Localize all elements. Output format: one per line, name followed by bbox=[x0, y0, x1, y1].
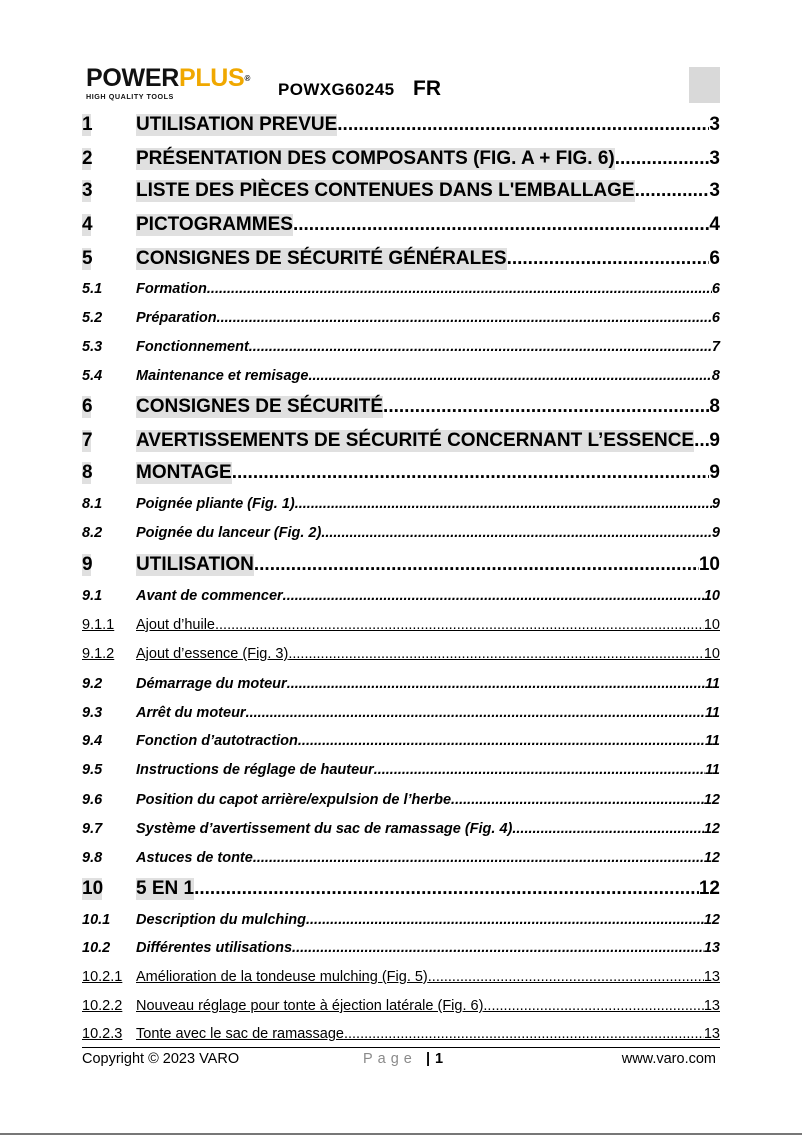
toc-entry[interactable] bbox=[82, 525, 720, 541]
page-separator: | bbox=[426, 1051, 431, 1067]
toc-page: 10 bbox=[703, 588, 720, 604]
toc-leader bbox=[483, 998, 703, 1014]
toc-entry[interactable] bbox=[82, 114, 720, 136]
footer-divider bbox=[82, 1047, 720, 1048]
toc-entry[interactable] bbox=[82, 792, 720, 808]
toc-entry[interactable] bbox=[82, 998, 720, 1014]
toc-number: 5.2 bbox=[82, 310, 103, 326]
toc-leader bbox=[694, 430, 709, 452]
model-number: POWXG60245 bbox=[278, 80, 395, 99]
toc-leader bbox=[215, 617, 704, 633]
toc-number: 3 bbox=[82, 180, 93, 201]
toc-number: 10.2.2 bbox=[82, 998, 123, 1014]
toc-number: 4 bbox=[82, 214, 93, 235]
toc-title: Ajout d’huile bbox=[136, 617, 215, 633]
toc-number: 10 bbox=[82, 878, 104, 899]
toc-page: 7 bbox=[711, 339, 720, 355]
toc-entry[interactable] bbox=[82, 821, 720, 837]
toc-title: MONTAGE bbox=[136, 462, 232, 483]
toc-number: 5.4 bbox=[82, 368, 103, 384]
toc-entry[interactable] bbox=[82, 368, 720, 384]
toc-entry[interactable] bbox=[82, 496, 720, 512]
toc-page: 9 bbox=[711, 525, 720, 541]
toc-leader bbox=[308, 368, 711, 384]
toc-number: 10.2.1 bbox=[82, 969, 123, 985]
toc-leader bbox=[253, 850, 704, 866]
website-link[interactable]: www.varo.com bbox=[621, 1051, 716, 1067]
toc-leader bbox=[293, 214, 709, 236]
toc-page: 12 bbox=[703, 850, 720, 866]
toc-page: 3 bbox=[709, 148, 720, 169]
toc-number: 9.1.2 bbox=[82, 646, 115, 662]
toc-title: Instructions de réglage de hauteur bbox=[136, 762, 374, 778]
toc-number: 9 bbox=[82, 554, 93, 575]
toc-page: 11 bbox=[704, 733, 720, 749]
toc-title: Arrêt du moteur bbox=[136, 705, 246, 721]
toc-entry[interactable] bbox=[82, 310, 720, 326]
toc-leader bbox=[292, 940, 704, 956]
toc-leader bbox=[232, 462, 710, 484]
toc-page: 13 bbox=[703, 998, 720, 1014]
toc-leader bbox=[283, 588, 704, 604]
toc-page: 9 bbox=[709, 430, 720, 451]
toc-number: 9.8 bbox=[82, 850, 103, 866]
logo-plus-text: PLUS bbox=[178, 64, 245, 92]
toc-page: 3 bbox=[709, 180, 720, 201]
toc-page: 8 bbox=[711, 368, 720, 384]
toc-page: 8 bbox=[709, 396, 720, 417]
toc-leader bbox=[512, 821, 703, 837]
toc-entry[interactable] bbox=[82, 762, 720, 778]
toc-leader bbox=[249, 339, 712, 355]
toc-page: 11 bbox=[704, 762, 720, 778]
toc-title: CONSIGNES DE SÉCURITÉ bbox=[136, 396, 384, 417]
toc-entry[interactable] bbox=[82, 462, 720, 484]
toc-leader bbox=[451, 792, 704, 808]
toc-number: 6 bbox=[82, 396, 93, 417]
toc-title: LISTE DES PIÈCES CONTENUES DANS L'EMBALLAGE bbox=[136, 180, 635, 201]
toc-title: 5 EN 1 bbox=[136, 878, 195, 899]
toc-title: PRÉSENTATION DES COMPOSANTS (FIG. A + FIG. 6) bbox=[136, 148, 615, 169]
toc-number: 2 bbox=[82, 148, 93, 169]
toc-page: 13 bbox=[703, 940, 720, 956]
toc-entry[interactable] bbox=[82, 940, 720, 956]
page-header bbox=[0, 0, 802, 110]
toc-title: AVERTISSEMENTS DE SÉCURITÉ CONCERNANT L’ESSENCE bbox=[136, 430, 695, 451]
page-label: Page bbox=[363, 1051, 417, 1067]
toc-leader bbox=[254, 554, 699, 576]
toc-number: 8.1 bbox=[82, 496, 103, 512]
toc-leader bbox=[298, 733, 705, 749]
toc-leader bbox=[287, 676, 705, 692]
toc-entry[interactable] bbox=[82, 180, 720, 202]
toc-number: 9.7 bbox=[82, 821, 103, 837]
toc-entry[interactable] bbox=[82, 878, 720, 900]
toc-page: 9 bbox=[711, 496, 720, 512]
toc-title: Formation bbox=[136, 281, 207, 297]
toc-leader bbox=[337, 114, 709, 136]
toc-leader bbox=[217, 310, 712, 326]
toc-page: 6 bbox=[709, 248, 720, 269]
logo-registered-mark: ® bbox=[244, 74, 251, 83]
toc-title: Description du mulching bbox=[136, 912, 306, 928]
toc-entry[interactable] bbox=[82, 281, 720, 297]
toc-number: 9.6 bbox=[82, 792, 103, 808]
toc-page: 10 bbox=[698, 554, 720, 575]
page-number: 1 bbox=[435, 1051, 444, 1067]
toc-title: Poignée du lanceur (Fig. 2) bbox=[136, 525, 322, 541]
toc-page: 4 bbox=[709, 214, 720, 235]
toc-title: Amélioration de la tondeuse mulching (Fig. 5) bbox=[136, 969, 428, 985]
toc-title: UTILISATION bbox=[136, 554, 254, 575]
toc-page: 6 bbox=[711, 281, 720, 297]
toc-page: 11 bbox=[704, 705, 720, 721]
toc-page: 12 bbox=[698, 878, 720, 899]
toc-title: Astuces de tonte bbox=[136, 850, 253, 866]
toc-number: 8.2 bbox=[82, 525, 103, 541]
toc-number: 7 bbox=[82, 430, 93, 451]
toc-number: 5 bbox=[82, 248, 93, 269]
toc-page: 6 bbox=[711, 310, 720, 326]
toc-title: Préparation bbox=[136, 310, 217, 326]
toc-leader bbox=[374, 762, 705, 778]
toc-entry[interactable] bbox=[82, 554, 720, 576]
toc-title: Fonction d’autotraction bbox=[136, 733, 298, 749]
toc-leader bbox=[428, 969, 704, 985]
toc-leader bbox=[507, 248, 710, 270]
toc-page: 9 bbox=[709, 462, 720, 483]
toc-number: 9.4 bbox=[82, 733, 103, 749]
toc-title: Tonte avec le sac de ramassage bbox=[136, 1026, 344, 1042]
toc-page: 10 bbox=[703, 617, 720, 633]
toc-number: 1 bbox=[82, 114, 93, 135]
toc-number: 10.2.3 bbox=[82, 1026, 123, 1042]
toc-title: Démarrage du moteur bbox=[136, 676, 287, 692]
toc-leader bbox=[207, 281, 712, 297]
toc-title: Avant de commencer bbox=[136, 588, 283, 604]
toc-title: Système d’avertissement du sac de ramassage (Fig. 4) bbox=[136, 821, 513, 837]
toc-leader bbox=[288, 646, 704, 662]
toc-entry[interactable] bbox=[82, 850, 720, 866]
toc-page: 10 bbox=[703, 646, 720, 662]
toc-page: 13 bbox=[703, 1026, 720, 1042]
language-code: FR bbox=[413, 77, 441, 100]
toc-leader bbox=[344, 1026, 704, 1042]
toc-number: 9.3 bbox=[82, 705, 103, 721]
page-bottom-edge bbox=[0, 1133, 802, 1135]
toc-number: 9.5 bbox=[82, 762, 103, 778]
toc-entry[interactable] bbox=[82, 1026, 720, 1042]
toc-page: 11 bbox=[704, 676, 720, 692]
toc-title: Poignée pliante (Fig. 1) bbox=[136, 496, 295, 512]
toc-leader bbox=[295, 496, 712, 512]
logo-power-text: POWER bbox=[86, 64, 179, 92]
toc-entry[interactable] bbox=[82, 912, 720, 928]
toc-title: Maintenance et remisage bbox=[136, 368, 309, 384]
toc-title: Fonctionnement bbox=[136, 339, 249, 355]
toc-number: 8 bbox=[82, 462, 93, 483]
toc-number: 9.1.1 bbox=[82, 617, 115, 633]
toc-entry[interactable] bbox=[82, 248, 720, 270]
toc-page: 12 bbox=[703, 821, 720, 837]
toc-entry[interactable] bbox=[82, 339, 720, 355]
toc-number: 9.1 bbox=[82, 588, 103, 604]
toc-entry[interactable] bbox=[82, 705, 720, 721]
logo-tagline: HIGH QUALITY TOOLS bbox=[86, 92, 174, 101]
toc-entry[interactable] bbox=[82, 148, 720, 170]
copyright-text: Copyright © 2023 VARO bbox=[82, 1051, 240, 1067]
toc-leader bbox=[635, 180, 710, 202]
toc-leader bbox=[615, 148, 710, 170]
toc-leader bbox=[246, 705, 705, 721]
toc-entry[interactable] bbox=[82, 214, 720, 236]
powerplus-logo bbox=[86, 66, 250, 101]
toc-leader bbox=[306, 912, 704, 928]
toc-entry[interactable] bbox=[82, 430, 720, 452]
toc-title: Position du capot arrière/expulsion de l’herbe bbox=[136, 792, 452, 808]
toc-number: 5.3 bbox=[82, 339, 103, 355]
toc-page: 12 bbox=[703, 792, 720, 808]
toc-title: Ajout d’essence (Fig. 3) bbox=[136, 646, 289, 662]
toc-leader bbox=[383, 396, 709, 418]
toc-page: 12 bbox=[703, 912, 720, 928]
toc-title: UTILISATION PREVUE bbox=[136, 114, 338, 135]
toc-number: 9.2 bbox=[82, 676, 103, 692]
language-tab-marker bbox=[689, 67, 720, 103]
toc-entry[interactable] bbox=[82, 676, 720, 692]
toc-number: 10.2 bbox=[82, 940, 111, 956]
toc-page: 13 bbox=[703, 969, 720, 985]
toc-number: 5.1 bbox=[82, 281, 103, 297]
toc-title: Nouveau réglage pour tonte à éjection latérale (Fig. 6) bbox=[136, 998, 484, 1014]
toc-entry[interactable] bbox=[82, 617, 720, 633]
toc-page: 3 bbox=[709, 114, 720, 135]
toc-title: PICTOGRAMMES bbox=[136, 214, 293, 235]
toc-entry[interactable] bbox=[82, 396, 720, 418]
toc-entry[interactable] bbox=[82, 646, 720, 662]
toc-title: Différentes utilisations bbox=[136, 940, 293, 956]
toc-entry[interactable] bbox=[82, 969, 720, 985]
toc-leader bbox=[321, 525, 712, 541]
toc-number: 10.1 bbox=[82, 912, 111, 928]
toc-title: CONSIGNES DE SÉCURITÉ GÉNÉRALES bbox=[136, 248, 507, 269]
page-footer bbox=[82, 1051, 720, 1071]
toc-entry[interactable] bbox=[82, 588, 720, 604]
toc-leader bbox=[194, 878, 699, 900]
toc-entry[interactable] bbox=[82, 733, 720, 749]
